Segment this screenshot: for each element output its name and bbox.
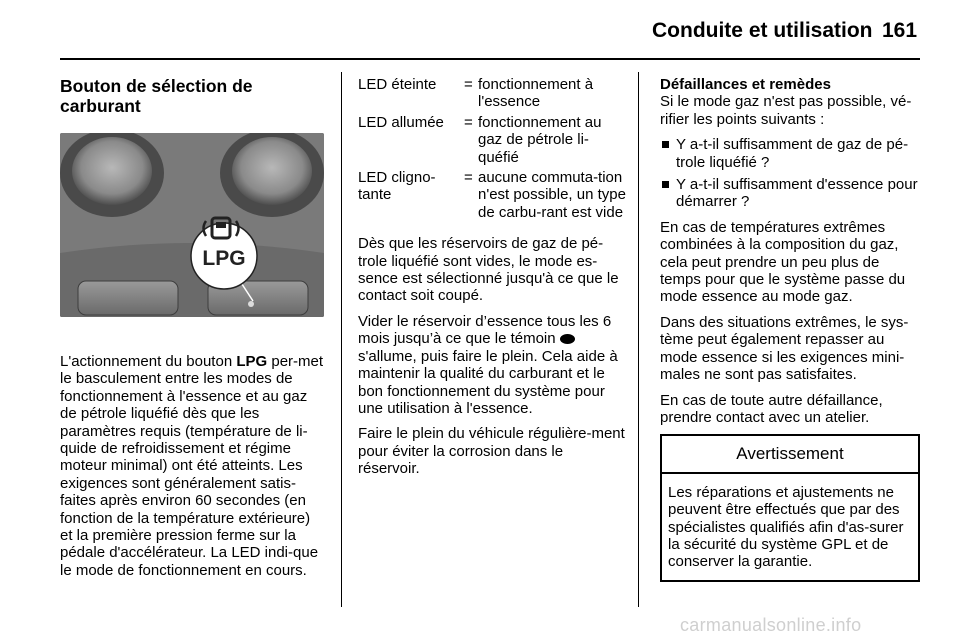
page-number: 161: [882, 19, 918, 42]
list-item: Y a-t-il suffisamment d'essence pour démarrer ?: [660, 176, 922, 211]
led-row: LED cligno-tante = aucune commuta-tion n'est possible, un type de carbu-rant est vide: [358, 169, 626, 221]
paragraph: Si le mode gaz n'est pas possible, vé-rifier les points suivants :: [660, 93, 912, 128]
column-divider-2: [638, 72, 639, 607]
column-2: [358, 76, 626, 486]
watermark: carmanualsonline.info: [680, 615, 862, 635]
paragraph: En cas de températures extrêmes combinées à la composition du gaz, cela peut prendre un peu plus de temps pour que le système passe du mode essence au mode gaz.: [660, 218, 906, 306]
led-status-table: [358, 76, 626, 221]
header-title: Conduite et utilisation: [652, 19, 873, 42]
paragraph: En cas de toute autre défaillance, prendre contact avec un atelier.: [660, 391, 883, 426]
paragraph: Dans des situations extrêmes, le sys-tème peut également repasser au mode essence si les exigences mini-males ne sont pas satisfaites.: [660, 313, 909, 384]
fuel-warning-indicator-icon: [560, 334, 575, 344]
led-row: LED éteinte = fonctionnement à l'essence: [358, 76, 594, 111]
led-row: LED allumée = fonctionnement au gaz de pétrole li-quéfié: [358, 113, 602, 166]
column-1: [60, 76, 326, 587]
list-item: Y a-t-il suffisamment de gaz de pé-trole liquéfié ?: [660, 136, 922, 171]
paragraph: Dès que les réservoirs de gaz de pé-trole liquéfié sont vides, le mode es-sence est sélectionné jusqu'à ce que le contact soit coupé.: [358, 235, 619, 305]
checklist: [660, 136, 922, 211]
dashboard-illustration: [60, 133, 324, 317]
warning-title: Avertissement: [662, 436, 918, 473]
lpg-button-photo: [60, 133, 324, 317]
header-rule: [60, 58, 920, 60]
description-paragraph: L'actionnement du bouton LPG per-met le basculement entre les modes de fonctionnement à l'essence et au gaz de pétrole liquéfié dès que les paramètres requis (température de li-quide de refroidissement et régime moteur minimal) ont été atteints. Les exigences sont généralement satis-faites après environ 60 secondes (en fonction de la température extérieure) et la première pression ferme sur la pédale d'accélérateur. La LED indi-que le mode de fonctionnement en cours.: [60, 353, 324, 579]
lpg-inline-label: LPG: [236, 353, 268, 370]
column-3: [660, 76, 922, 582]
warning-body: Les réparations et ajustements ne peuvent être effectués que par des spécialistes qualifiés afin d'as-surer la sécurité du système GPL et de conserver la garantie.: [668, 483, 904, 571]
subsection-title: Défaillances et remèdes: [660, 76, 831, 93]
lpg-label: LPG: [202, 247, 246, 270]
column-divider-1: [341, 72, 342, 607]
paragraph: Faire le plein du véhicule régulière-ment pour éviter la corrosion dans le réservoir.: [358, 425, 625, 478]
section-title: Bouton de sélection de carburant: [60, 76, 253, 116]
warning-box: [660, 434, 920, 581]
paragraph: Vider le réservoir d’essence tous les 6 mois jusqu’à ce que le témoin s'allume, puis faire le plein. Cela aide à maintenir la qualité du carburant et le bon fonctionnement du système pour une utilisation à l'essence.: [358, 312, 618, 417]
